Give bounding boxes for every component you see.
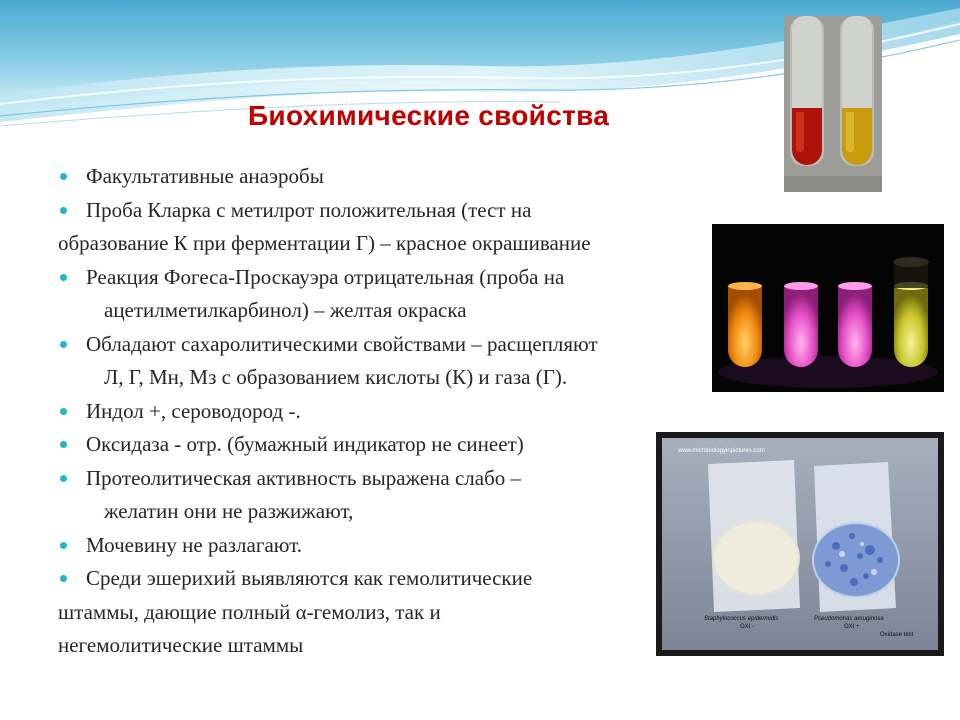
- list-item-continuation: [58, 294, 698, 328]
- list-item-continuation: [58, 361, 698, 395]
- oxidase-test-photo: [656, 432, 944, 656]
- right-result-label: OXI +: [844, 624, 860, 630]
- list-item-continuation: [58, 227, 698, 261]
- list-item-text: негемолитические штаммы: [58, 633, 304, 657]
- left-result-label: OXI -: [740, 624, 755, 630]
- list-item-text: штаммы, дающие полный α-гемолиз, так и: [58, 599, 441, 624]
- methyl-red-tubes-photo: [784, 16, 882, 192]
- list-item-text: Мочевину не разлагают.: [86, 532, 303, 557]
- list-item-text: образование К при ферментации Г) – красное окрашивание: [58, 231, 591, 255]
- list-item: [58, 562, 698, 596]
- list-item: [58, 194, 698, 228]
- list-item-continuation: [58, 629, 698, 663]
- photo-site-label: www.microbiologyinpictures.com: [678, 448, 765, 454]
- list-item: [58, 428, 698, 462]
- test-tubes-illustration: [784, 16, 882, 192]
- list-item-text: Оксидаза - отр. (бумажный индикатор не синеет): [86, 432, 524, 456]
- oxidase-strips-illustration: [656, 432, 944, 656]
- voges-proskauer-tubes-photo: [712, 224, 944, 392]
- list-item-continuation: [58, 495, 698, 529]
- list-item-text: желатин они не разжижают,: [104, 499, 354, 523]
- left-organism-label: Staphylococcus epidermidis: [704, 616, 779, 622]
- list-item-text: Индол +, сероводород -.: [86, 398, 301, 423]
- list-item-text: Факультативные анаэробы: [86, 164, 324, 188]
- list-item: [58, 395, 698, 429]
- photo-caption: Oxidase test: [880, 632, 914, 638]
- list-item: [58, 328, 698, 362]
- bullet-list: [58, 160, 698, 663]
- list-item-text: Обладают сахаролитическими свойствами – расщепляют: [86, 331, 598, 356]
- list-item-text: Реакция Фогеса-Проскауэра отрицательная (проба на: [86, 264, 565, 289]
- glowing-tubes-illustration: [712, 224, 944, 392]
- right-organism-label: Pseudomonas aeruginosa: [814, 616, 884, 622]
- list-item: [58, 160, 698, 194]
- list-item: [58, 261, 698, 295]
- list-item-text: Л, Г, Мн, Мз с образованием кислоты (К) и газа (Г).: [104, 365, 568, 389]
- slide-title: Биохимические свойства: [248, 100, 610, 131]
- list-item-text: ацетилметилкарбинол) – желтая окраска: [104, 298, 467, 322]
- list-item-continuation: [58, 596, 698, 630]
- list-item: [58, 462, 698, 496]
- list-item-text: Протеолитическая активность выражена слабо –: [86, 465, 522, 490]
- list-item: [58, 529, 698, 563]
- list-item-text: Проба Кларка с метилрот положительная (тест на: [86, 197, 532, 222]
- list-item-text: Среди эшерихий выявляются как гемолитические: [86, 566, 533, 590]
